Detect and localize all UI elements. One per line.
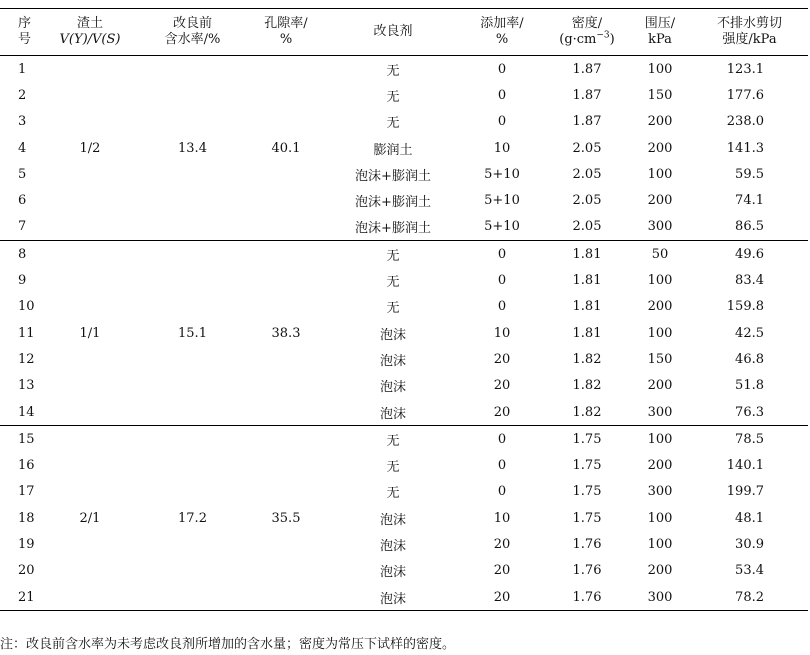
- cell-soil-ratio: [40, 56, 140, 83]
- cell-serial-number: 7: [0, 214, 40, 241]
- cell-shear-strength: 42.5: [735, 325, 764, 341]
- cell-density: 1.81: [572, 246, 602, 262]
- cell-porosity: [245, 294, 327, 320]
- cell-shear-strength: 30.9: [735, 536, 764, 552]
- cell-soil-ratio: 2/1: [79, 510, 101, 526]
- cell-confining-pressure: 200: [647, 193, 673, 209]
- cell-shear-strength: 49.6: [735, 246, 764, 262]
- cell-conditioner: 无: [386, 89, 400, 105]
- cell-addition-rate: 10: [493, 140, 511, 156]
- cell-density: 2.05: [572, 166, 602, 182]
- table-row: [0, 346, 808, 372]
- cell-confining-pressure: 100: [647, 510, 673, 526]
- cell-soil-ratio: [40, 426, 140, 453]
- cell-conditioner: 泡沫+膨润土: [327, 214, 459, 241]
- cell-moisture: [140, 479, 245, 505]
- cell-addition-rate: 0: [497, 246, 507, 262]
- cell-soil-ratio: [40, 346, 140, 372]
- cell-shear-strength: 123.1: [726, 61, 764, 77]
- cell-serial-number: 19: [18, 536, 35, 552]
- cell-density: 1.82: [545, 399, 629, 426]
- cell-moisture: [140, 346, 245, 372]
- cell-confining-pressure: 200: [647, 114, 673, 130]
- cell-density: 2.05: [545, 214, 629, 241]
- cell-density: 1.87: [572, 114, 602, 130]
- cell-addition-rate: 20: [459, 584, 545, 611]
- cell-serial-number: 12: [18, 351, 35, 367]
- cell-addition-rate: 10: [493, 510, 511, 526]
- table-row: [0, 558, 808, 584]
- header-soil-ratio: 渣土 V(Y)/V(S): [40, 9, 140, 56]
- table-row: [0, 267, 808, 293]
- header-addition-rate: 添加率/ %: [459, 9, 545, 56]
- cell-addition-rate: 0: [497, 484, 507, 500]
- cell-addition-rate: 10: [493, 325, 511, 341]
- cell-serial-number: 1: [18, 61, 27, 77]
- cell-addition-rate: 20: [493, 536, 511, 552]
- cell-density: 1.75: [572, 431, 602, 447]
- cell-porosity: [245, 241, 327, 268]
- cell-moisture: [140, 426, 245, 453]
- cell-density: 1.75: [572, 458, 602, 474]
- cell-density: 2.05: [572, 140, 602, 156]
- cell-conditioner: 泡沫+膨润土: [355, 168, 431, 184]
- cell-addition-rate: 0: [497, 458, 507, 474]
- cell-soil-ratio: [40, 584, 140, 611]
- cell-porosity: [245, 399, 327, 426]
- cell-confining-pressure: 300: [629, 399, 691, 426]
- table-row: [0, 452, 808, 478]
- cell-serial-number: 18: [18, 510, 35, 526]
- cell-moisture: [140, 452, 245, 478]
- cell-soil-ratio: [40, 399, 140, 426]
- cell-soil-ratio: [40, 373, 140, 399]
- cell-addition-rate: 0: [497, 61, 507, 77]
- table-row: [0, 214, 808, 241]
- cell-conditioner: 泡沫: [379, 380, 406, 396]
- cell-soil-ratio: 1/1: [79, 325, 101, 341]
- cell-confining-pressure: 100: [647, 273, 673, 289]
- header-porosity: 孔隙率/ %: [245, 9, 327, 56]
- cell-conditioner: 膨润土: [373, 142, 413, 158]
- cell-addition-rate: 20: [493, 378, 511, 394]
- cell-soil-ratio: [40, 558, 140, 584]
- table-row: [0, 479, 808, 505]
- table-header: [0, 9, 808, 56]
- cell-density: 1.82: [572, 351, 602, 367]
- cell-soil-ratio: [40, 241, 140, 268]
- table-row: [0, 135, 808, 161]
- cell-conditioner: 泡沫: [379, 512, 406, 528]
- cell-moisture: [140, 82, 245, 108]
- cell-addition-rate: 5+10: [484, 166, 520, 182]
- cell-confining-pressure: 300: [629, 584, 691, 611]
- cell-conditioner: 无: [386, 116, 400, 132]
- cell-addition-rate: 0: [497, 114, 507, 130]
- cell-porosity: [245, 56, 327, 83]
- cell-porosity: [245, 187, 327, 213]
- cell-moisture: [140, 558, 245, 584]
- cell-conditioner: 无: [386, 486, 400, 502]
- cell-moisture: 17.2: [178, 510, 207, 526]
- cell-serial-number: 2: [18, 87, 27, 103]
- cell-porosity: [245, 452, 327, 478]
- cell-confining-pressure: 100: [647, 166, 673, 182]
- cell-porosity: [245, 214, 327, 241]
- cell-shear-strength: 159.8: [726, 299, 764, 315]
- cell-density: 2.05: [572, 193, 602, 209]
- cell-confining-pressure: 100: [647, 61, 673, 77]
- cell-conditioner: 泡沫: [379, 538, 406, 554]
- table-row: [0, 109, 808, 135]
- cell-porosity: [245, 82, 327, 108]
- cell-addition-rate: 20: [459, 399, 545, 426]
- cell-moisture: 13.4: [178, 140, 207, 156]
- cell-shear-strength: 78.5: [735, 431, 764, 447]
- cell-soil-ratio: [40, 109, 140, 135]
- cell-serial-number: 17: [18, 484, 35, 500]
- table-row: [0, 373, 808, 399]
- cell-conditioner: 无: [386, 460, 400, 476]
- cell-porosity: 35.5: [271, 510, 301, 526]
- cell-porosity: [245, 531, 327, 557]
- header-moisture: 改良前 含水率/%: [140, 9, 245, 56]
- cell-conditioner: 无: [386, 63, 400, 79]
- table-row: [0, 399, 808, 426]
- cell-confining-pressure: 200: [647, 563, 673, 579]
- table-row: [0, 505, 808, 531]
- cell-confining-pressure: 300: [629, 214, 691, 241]
- cell-confining-pressure: 200: [647, 378, 673, 394]
- cell-porosity: [245, 267, 327, 293]
- cell-shear-strength: 199.7: [726, 484, 764, 500]
- cell-confining-pressure: 100: [647, 431, 673, 447]
- cell-conditioner: 无: [386, 433, 400, 449]
- cell-density: 1.87: [572, 61, 602, 77]
- cell-serial-number: 21: [0, 584, 40, 611]
- header-density: 密度/ $(g\cdot cm^{-3})$: [545, 9, 629, 56]
- data-table: [0, 8, 808, 611]
- header-confining-pressure: 围压/ kPa: [629, 9, 691, 56]
- cell-serial-number: 20: [18, 563, 35, 579]
- cell-conditioner: 泡沫: [327, 584, 459, 611]
- cell-moisture: [140, 267, 245, 293]
- cell-density: 1.81: [572, 299, 602, 315]
- table-row: [0, 294, 808, 320]
- cell-porosity: [245, 426, 327, 453]
- cell-serial-number: 16: [18, 458, 35, 474]
- cell-moisture: 15.1: [178, 325, 207, 341]
- cell-confining-pressure: 150: [647, 87, 673, 103]
- cell-serial-number: 15: [18, 431, 35, 447]
- cell-porosity: [245, 346, 327, 372]
- cell-moisture: [140, 214, 245, 241]
- cell-confining-pressure: 100: [647, 536, 673, 552]
- table-note: 注：改良前含水率为未考虑改良剂所增加的含水量；密度为常压下试样的密度。: [0, 637, 456, 652]
- cell-serial-number: 14: [0, 399, 40, 426]
- cell-density: 1.76: [572, 536, 602, 552]
- cell-confining-pressure: 100: [647, 325, 673, 341]
- cell-conditioner: 无: [386, 275, 400, 291]
- cell-confining-pressure: 50: [651, 246, 669, 262]
- cell-confining-pressure: 200: [647, 299, 673, 315]
- table-row: [0, 56, 808, 83]
- cell-porosity: 38.3: [271, 325, 301, 341]
- cell-addition-rate: 20: [493, 563, 511, 579]
- cell-shear-strength: 141.3: [726, 140, 764, 156]
- cell-shear-strength: 48.1: [735, 510, 764, 526]
- cell-shear-strength: 78.2: [691, 584, 808, 611]
- cell-addition-rate: 5+10: [459, 214, 545, 241]
- cell-soil-ratio: [40, 294, 140, 320]
- cell-porosity: [245, 584, 327, 611]
- cell-moisture: [140, 241, 245, 268]
- table-row: [0, 161, 808, 187]
- cell-density: 1.75: [572, 510, 602, 526]
- cell-shear-strength: 238.0: [726, 114, 764, 130]
- cell-soil-ratio: [40, 531, 140, 557]
- cell-shear-strength: 74.1: [735, 193, 764, 209]
- cell-soil-ratio: [40, 452, 140, 478]
- cell-addition-rate: 0: [497, 273, 507, 289]
- cell-serial-number: 11: [18, 325, 35, 341]
- cell-shear-strength: 76.3: [691, 399, 808, 426]
- cell-confining-pressure: 300: [647, 484, 673, 500]
- cell-conditioner: 泡沫: [379, 327, 406, 343]
- cell-addition-rate: 0: [497, 299, 507, 315]
- cell-porosity: [245, 109, 327, 135]
- cell-moisture: [140, 294, 245, 320]
- cell-porosity: [245, 479, 327, 505]
- cell-soil-ratio: [40, 161, 140, 187]
- table-row: [0, 241, 808, 268]
- cell-shear-strength: 83.4: [735, 273, 764, 289]
- cell-serial-number: 10: [18, 299, 35, 315]
- cell-soil-ratio: [40, 187, 140, 213]
- cell-serial-number: 5: [18, 166, 27, 182]
- table-row: [0, 426, 808, 453]
- cell-density: 1.81: [572, 325, 602, 341]
- cell-shear-strength: 177.6: [726, 87, 764, 103]
- cell-moisture: [140, 584, 245, 611]
- table-body: [0, 56, 808, 611]
- cell-porosity: [245, 161, 327, 187]
- cell-moisture: [140, 399, 245, 426]
- cell-conditioner: 泡沫: [379, 353, 406, 369]
- cell-soil-ratio: [40, 267, 140, 293]
- cell-porosity: 40.1: [271, 140, 301, 156]
- cell-shear-strength: 59.5: [735, 166, 764, 182]
- cell-moisture: [140, 531, 245, 557]
- cell-confining-pressure: 200: [647, 140, 673, 156]
- cell-conditioner: 无: [386, 248, 400, 264]
- cell-serial-number: 8: [18, 246, 27, 262]
- cell-confining-pressure: 150: [647, 351, 673, 367]
- cell-density: 1.76: [545, 584, 629, 611]
- cell-serial-number: 13: [18, 378, 35, 394]
- cell-density: 1.87: [572, 87, 602, 103]
- cell-conditioner: 泡沫: [379, 565, 406, 581]
- cell-addition-rate: 0: [497, 87, 507, 103]
- cell-conditioner: 泡沫: [327, 399, 459, 426]
- cell-serial-number: 9: [18, 273, 27, 289]
- cell-shear-strength: 53.4: [735, 563, 764, 579]
- cell-addition-rate: 0: [497, 431, 507, 447]
- cell-serial-number: 3: [18, 114, 27, 130]
- cell-shear-strength: 140.1: [726, 458, 764, 474]
- cell-porosity: [245, 373, 327, 399]
- table-row: [0, 82, 808, 108]
- header-serial-number: 序 号: [0, 9, 40, 56]
- cell-shear-strength: 46.8: [735, 351, 764, 367]
- table-row: [0, 584, 808, 611]
- table-row: [0, 531, 808, 557]
- cell-shear-strength: 86.5: [691, 214, 808, 241]
- cell-moisture: [140, 187, 245, 213]
- cell-density: 1.75: [572, 484, 602, 500]
- cell-moisture: [140, 373, 245, 399]
- cell-moisture: [140, 161, 245, 187]
- cell-soil-ratio: [40, 214, 140, 241]
- cell-density: 1.82: [572, 378, 602, 394]
- cell-addition-rate: 20: [493, 351, 511, 367]
- cell-soil-ratio: [40, 479, 140, 505]
- cell-density: 1.81: [572, 273, 602, 289]
- cell-serial-number: 6: [18, 193, 27, 209]
- cell-addition-rate: 5+10: [484, 193, 520, 209]
- cell-confining-pressure: 200: [647, 458, 673, 474]
- cell-density: 1.76: [572, 563, 602, 579]
- cell-conditioner: 无: [386, 301, 400, 317]
- cell-moisture: [140, 109, 245, 135]
- cell-soil-ratio: 1/2: [79, 140, 101, 156]
- header-conditioner: 改良剂: [327, 9, 459, 56]
- cell-conditioner: 泡沫+膨润土: [355, 195, 431, 211]
- cell-shear-strength: 51.8: [735, 378, 764, 394]
- cell-serial-number: 4: [18, 140, 27, 156]
- table-row: [0, 187, 808, 213]
- cell-soil-ratio: [40, 82, 140, 108]
- header-shear-strength: 不排水剪切 强度/kPa: [691, 9, 808, 56]
- cell-porosity: [245, 558, 327, 584]
- table-row: [0, 320, 808, 346]
- cell-moisture: [140, 56, 245, 83]
